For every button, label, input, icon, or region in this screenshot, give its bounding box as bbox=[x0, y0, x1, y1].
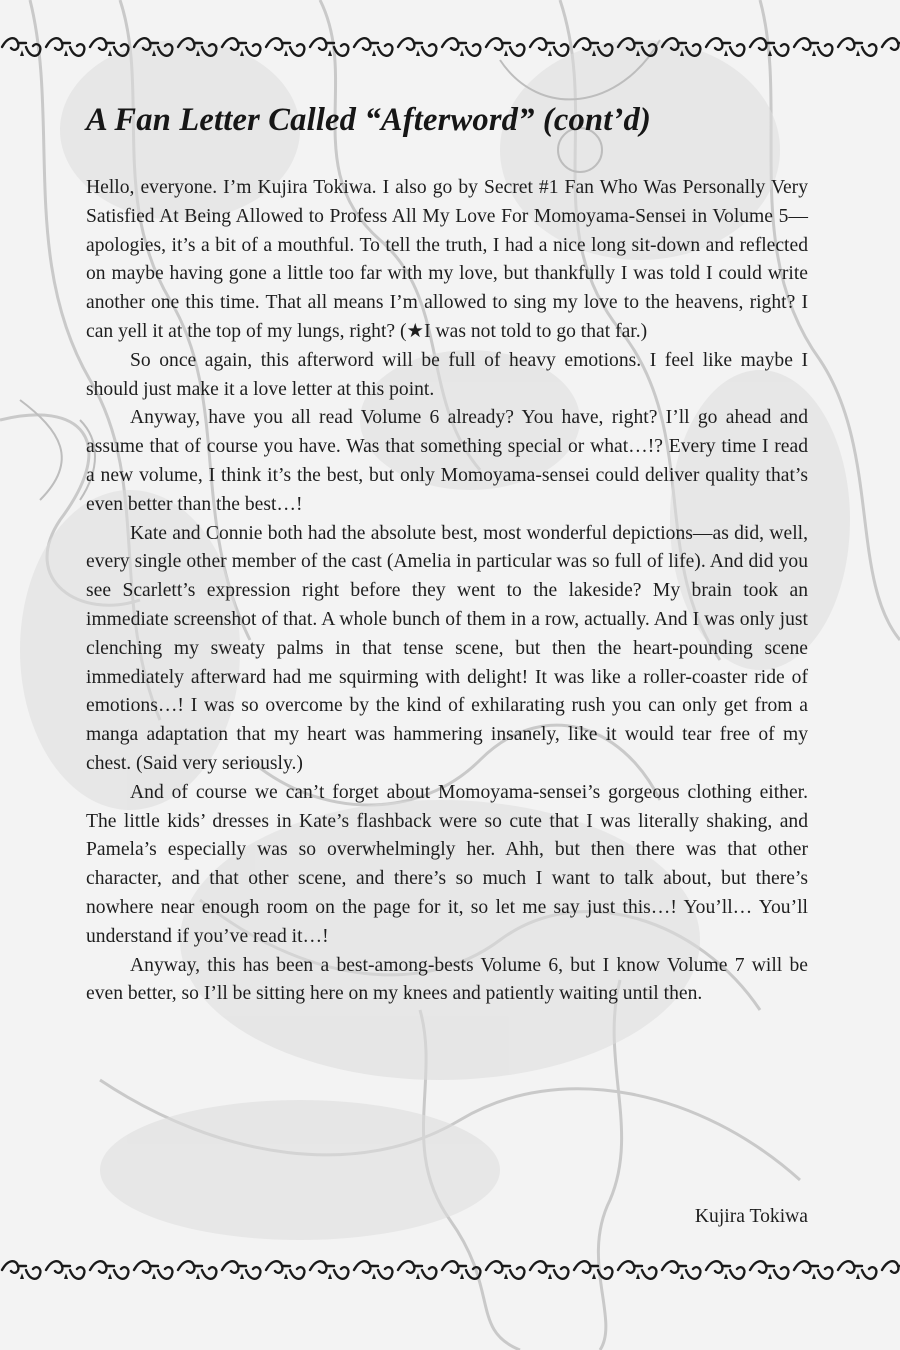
top-decorative-border bbox=[0, 30, 900, 64]
paragraph-3: Anyway, have you all read Volume 6 already? You have, right? I’ll go ahead and assume that of course you have. Was that something special or what…!? Every time I read a new volume, I think it’s the best, but only Momoyama-sensei could deliver quality that’s even better than the best…! bbox=[86, 407, 808, 515]
afterword-content bbox=[86, 100, 808, 1009]
author-signature: Kujira Tokiwa bbox=[694, 1206, 808, 1227]
paragraph-5: And of course we can’t forget about Momoyama-sensei’s gorgeous clothing either. The little kids’ dresses in Kate’s flashback were so cute that I was literally shaking, and Pamela’s especially was so overwhelmingly her. Ahh, but then there was that other character, and that other scene, and there’s so much I want to talk about, but there’s nowhere near enough room on the page for it, so let me say just this…! You’ll… You’ll understand if you’ve read it…! bbox=[86, 781, 808, 947]
paragraph-4: Kate and Connie both had the absolute best, most wonderful depictions—as did, well, every single other member of the cast (Amelia in particular was so full of life). And did you see Scarlett’s expression right before they went to the lakeside? My brain took an immediate screenshot of that. A whole bunch of them in a row, actually. And I was only just clenching my sweaty palms in that tense scene, but then the heart-pounding scene immediately afterward had me squirming with delight! It was like a roller-coaster ride of emotions…! I was so overcome by the kind of exhilarating rush you can only get from a manga adaptation that my heart was hammering insanely, like it would tear free of my chest. (Said very seriously.) bbox=[86, 522, 808, 774]
paragraph-2: So once again, this afterword will be full of heavy emotions. I feel like maybe I should just make it a love letter at this point. bbox=[86, 349, 808, 400]
paragraph-6: Anyway, this has been a best-among-bests Volume 6, but I know Volume 7 will be even better, so I’ll be sitting here on my knees and patiently waiting until then. bbox=[86, 954, 808, 1005]
page-title: A Fan Letter Called “Afterword” (cont’d) bbox=[86, 102, 652, 138]
bottom-decorative-border bbox=[0, 1253, 900, 1287]
paragraph-1: Hello, everyone. I’m Kujira Tokiwa. I also go by Secret #1 Fan Who Was Personally Very Satisfied At Being Allowed to Profess All My Love For Momoyama-Sensei in Volume 5—apologies, it’s a bit of a mouthful. To tell the truth, I had a nice long sit-down and reflected on maybe having gone a little too far with my love, but thankfully I was told I could write another one this time. That all means I’m allowed to sing my love to the heavens, right? I can yell it at the top of my lungs, right? (★I was not told to go that far.) bbox=[86, 177, 808, 342]
